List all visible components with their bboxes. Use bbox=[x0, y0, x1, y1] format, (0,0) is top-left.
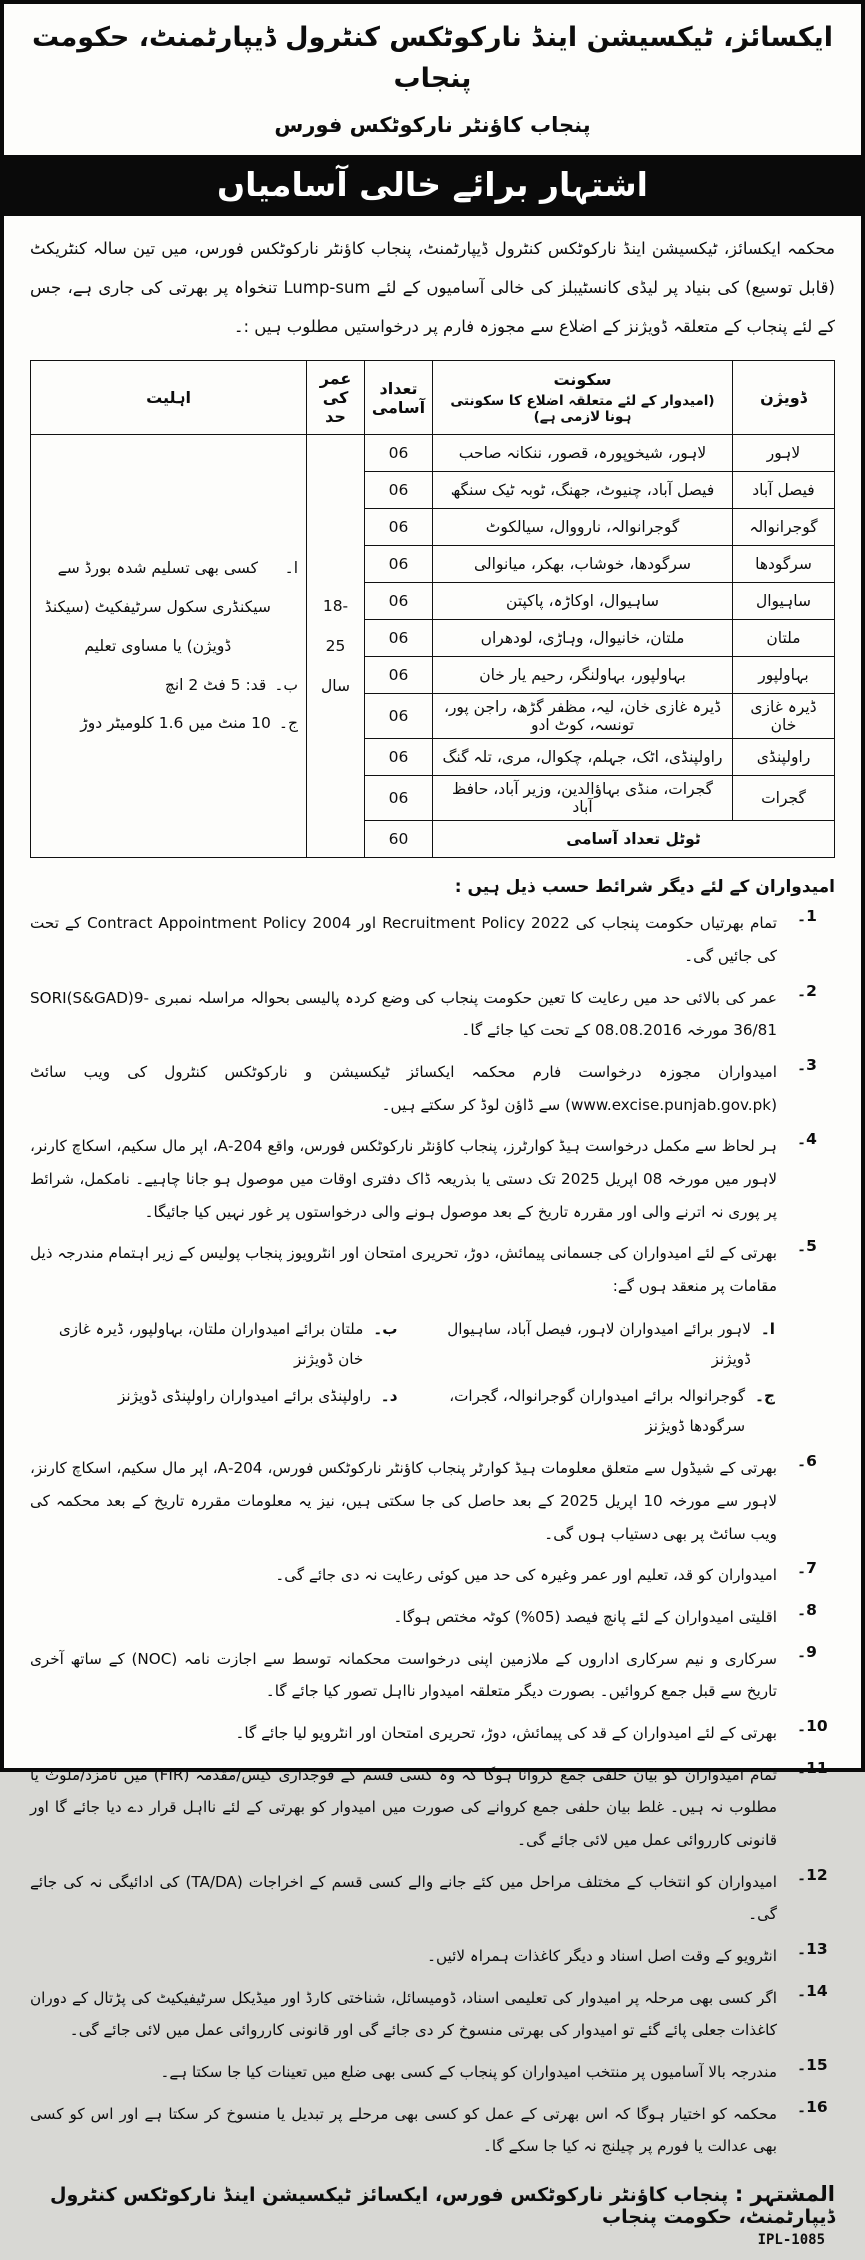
condition-text: اقلیتی امیدواران کے لئے پانچ فیصد (05%) کوٹہ مختص ہوگا۔ bbox=[393, 1608, 777, 1626]
condition-number: 15۔ bbox=[797, 2056, 828, 2075]
division-cell: ساہیوال bbox=[733, 583, 835, 620]
residence-cell: ڈیرہ غازی خان، لیہ، مظفر گڑھ، راجن پور، تونسہ، کوٹ ادو bbox=[433, 694, 733, 739]
condition-number: 9۔ bbox=[797, 1642, 817, 1661]
intro-paragraph: محکمہ ایکسائز، ٹیکسیشن اینڈ نارکوٹکس کنٹرول ڈیپارٹمنٹ، پنجاب کاؤنٹر نارکوٹکس فورس، میں تین سالہ کنٹریکٹ (قابل توسیع) کی بنیاد پر لیڈی کانسٹیبلز کی خالی آسامیوں کے لئے Lump-sum تنخواہ پر بھرتی کی جاری ہے، جس کے لئے پنجاب کے متعلقہ ڈویژنز کے اضلاع سے مجوزہ فارم پر درخواستیں مطلوب ہیں :۔ bbox=[30, 239, 835, 336]
eligibility-item bbox=[39, 704, 298, 743]
col-header-residence bbox=[433, 361, 733, 435]
condition-item bbox=[30, 1717, 835, 1750]
posts-cell: 06 bbox=[365, 472, 433, 509]
residence-header-label: سکونت bbox=[553, 370, 612, 390]
division-cell: گجرات bbox=[733, 776, 835, 821]
exam-venue-item bbox=[50, 1381, 398, 1442]
age-unit: سال bbox=[321, 677, 350, 696]
col-header-age: عمر کی حد bbox=[307, 361, 365, 435]
posts-cell: 06 bbox=[365, 776, 433, 821]
residence-cell: ملتان، خانیوال، وہاڑی، لودھراں bbox=[433, 620, 733, 657]
vacancy-table-wrap bbox=[4, 352, 861, 858]
posts-cell: 06 bbox=[365, 694, 433, 739]
condition-text: ہر لحاظ سے مکمل درخواست ہیڈ کوارٹرز، پنجاب کاؤنٹر نارکوٹکس فورس، واقع 204-A، اپر مال سکیم، اسکاچ کارنر، لاہور میں مورخہ 08 اپریل 2025 تک دستی یا بذریعہ ڈاک دفتری اوقات میں موصول ہو جانا چاہیے۔ نامکمل، شرائط پر پوری نہ اترنے والی اور مقررہ تاریخ کے بعد موصول ہونے والی درخواستوں پر غور نہیں کیا جائیگا۔ bbox=[30, 1137, 778, 1221]
condition-number: 7۔ bbox=[797, 1559, 817, 1578]
residence-header-note: (امیدوار کے لئے متعلقہ اضلاع کا سکونتی ہونا لازمی ہے) bbox=[450, 393, 715, 426]
exam-venue-item bbox=[428, 1381, 776, 1442]
force-title: پنجاب کاؤنٹر نارکوٹکس فورس bbox=[274, 113, 591, 137]
eligibility-marker: ج۔ bbox=[278, 714, 298, 733]
subitem-text: ملتان برائے امیدواران ملتان، بہاولپور، ڈیرہ غازی خان ڈویژنز bbox=[58, 1319, 364, 1369]
publisher-line bbox=[30, 2182, 835, 2228]
table-header-row bbox=[31, 361, 835, 435]
subitem-marker: ج۔ bbox=[755, 1386, 775, 1405]
condition-number: 12۔ bbox=[797, 1865, 828, 1884]
condition-item bbox=[30, 907, 835, 972]
exam-venue-item bbox=[428, 1314, 776, 1375]
subitem-text: گوجرانوالہ برائے امیدواران گوجرانوالہ، گجرات، سرگودھا ڈویژنز bbox=[449, 1386, 746, 1435]
department-title: ایکسائز، ٹیکسیشن اینڈ نارکوٹکس کنٹرول ڈیپارٹمنٹ، حکومت پنجاب bbox=[32, 22, 833, 94]
vacancy-banner: اشتہار برائے خالی آسامیاں bbox=[4, 155, 861, 216]
conditions-section bbox=[4, 858, 861, 2172]
residence-cell: سرگودھا، خوشاب، بھکر، میانوالی bbox=[433, 546, 733, 583]
eligibility-marker: ا۔ bbox=[284, 559, 298, 578]
condition-item bbox=[30, 982, 835, 1047]
eligibility-marker: ب۔ bbox=[274, 675, 298, 694]
table-row bbox=[31, 435, 835, 472]
condition-number: 10۔ bbox=[797, 1717, 828, 1736]
division-cell: سرگودھا bbox=[733, 546, 835, 583]
eligibility-text: کسی بھی تسلیم شدہ بورڈ سے سیکنڈری سکول سرٹیفکیٹ (سیکنڈ ڈویژن) یا مساوی تعلیم bbox=[44, 559, 271, 655]
condition-text: امیدواران کو انتخاب کے مختلف مراحل میں کئے جانے والے کسی قسم کے اخراجات (TA/DA) کی ادائیگی نہ کی جائے گی۔ bbox=[30, 1872, 777, 1924]
residence-cell: فیصل آباد، چنیوٹ، جھنگ، ٹوبہ ٹیک سنگھ bbox=[433, 472, 733, 509]
col-header-eligibility: اہلیت bbox=[31, 361, 307, 435]
division-cell: ملتان bbox=[733, 620, 835, 657]
residence-cell: گوجرانوالہ، نارووال، سیالکوٹ bbox=[433, 509, 733, 546]
residence-cell: بہاولپور، بہاولنگر، رحیم یار خان bbox=[433, 657, 733, 694]
condition-number: 6۔ bbox=[797, 1452, 817, 1471]
condition-text: بھرتی کے شیڈول سے متعلق معلومات ہیڈ کوارٹر پنجاب کاؤنٹر نارکوٹکس فورس، 204-A، اپر مال سکیم، اسکاچ کارنز، لاہور سے مورخہ 10 اپریل 2025 کے بعد حاصل کی جا سکتی ہیں، نیز یہ معلومات مقررہ تاریخ کے بعد محکمہ کی ویب سائٹ پر بھی دستیاب ہوں گی۔ bbox=[30, 1459, 777, 1543]
condition-text: سرکاری و نیم سرکاری اداروں کے ملازمین اپنی درخواست محکمانہ توسط سے اجازت نامہ (NOC) کے ساتھ آخری تاریخ سے قبل جمع کروائیں۔ بصورت دیگر متعلقہ امیدوار نااہل تصور کیا جائے گا۔ bbox=[30, 1649, 777, 1701]
residence-cell: گجرات، منڈی بہاؤالدین، وزیر آباد، حافظ آباد bbox=[433, 776, 733, 821]
ad-code: IPL-1085 bbox=[757, 2232, 825, 2249]
condition-item bbox=[30, 1056, 835, 1121]
residence-cell: ساہیوال، اوکاڑہ، پاکپتن bbox=[433, 583, 733, 620]
condition-number: 16۔ bbox=[797, 2097, 828, 2116]
condition-item bbox=[30, 1237, 835, 1302]
eligibility-item bbox=[39, 549, 298, 665]
residence-cell: لاہور، شیخوپورہ، قصور، ننکانہ صاحب bbox=[433, 435, 733, 472]
condition-text: تمام امیدواران کو بیان حلفی جمع کروانا ہوگا کہ وہ کسی قسم کے فوجداری کیس/مقدمہ (FIR) میں نامزد/ملوث یا مطلوب نہ ہیں۔ غلط بیان حلفی جمع کروانے کی صورت میں امیدوار کو بھرتی کے لئے نااہل قرار دے دیا جائے گا اور قانونی کارروائی عمل میں لائی جائے گی۔ bbox=[30, 1765, 777, 1850]
publisher-text: پنجاب کاؤنٹر نارکوٹکس فورس، ایکسائز ٹیکسیشن اینڈ نارکوٹکس کنٹرول ڈیپارٹمنٹ، حکومت پنجاب bbox=[49, 2184, 835, 2229]
subitem-text: لاہور برائے امیدواران لاہور، فیصل آباد، ساہیوال ڈویژنز bbox=[447, 1319, 751, 1369]
condition-item bbox=[30, 1866, 835, 1931]
publisher-label: المشتہر : bbox=[734, 2182, 835, 2207]
total-label: ٹوٹل تعداد آسامی bbox=[433, 821, 835, 858]
condition-text: امیدواران مجوزہ درخواست فارم محکمہ ایکسائز ٹیکسیشن و نارکوٹکس کنٹرول کی ویب سائٹ (www.excise.punjab.gov.pk) سے ڈاؤن لوڈ کر سکتے ہیں۔ bbox=[30, 1062, 777, 1114]
subitem-marker: ا۔ bbox=[760, 1319, 775, 1338]
condition-number: 3۔ bbox=[797, 1055, 817, 1074]
condition-number: 5۔ bbox=[797, 1237, 817, 1256]
condition-number: 13۔ bbox=[797, 1940, 828, 1959]
eligibility-cell bbox=[31, 435, 307, 858]
age-limit-cell bbox=[307, 435, 365, 858]
col-header-posts: تعداد آسامی bbox=[365, 361, 433, 435]
division-cell: بہاولپور bbox=[733, 657, 835, 694]
condition-text: اگر کسی بھی مرحلہ پر امیدوار کی تعلیمی اسناد، ڈومیسائل، شناختی کارڈ اور میڈیکل سرٹیفیکیٹ کی پڑتال کے دوران کاغذات جعلی پائے گئے تو امیدوار کی بھرتی منسوخ کر دی جائے گی اور قانونی کارروائی عمل میں لائی جائے گی۔ bbox=[30, 1988, 777, 2040]
posts-cell: 06 bbox=[365, 657, 433, 694]
posts-cell: 06 bbox=[365, 509, 433, 546]
division-cell: راولپنڈی bbox=[733, 739, 835, 776]
posts-cell: 06 bbox=[365, 739, 433, 776]
condition-item bbox=[30, 1452, 835, 1550]
age-range: 18-25 bbox=[322, 596, 349, 656]
condition-number: 14۔ bbox=[797, 1981, 828, 2000]
condition-text: بھرتی کے لئے امیدواران کے قد کی پیمائش، دوڑ، تحریری امتحان اور انٹرویو لیا جائے گا۔ bbox=[235, 1724, 777, 1743]
condition-text: محکمہ کو اختیار ہوگا کہ اس بھرتی کے عمل کو کسی بھی مرحلے پر تبدیل یا منسوخ کر سکتا ہے اور اس کو کسی بھی عدالت یا فورم پر چیلنج نہ کیا جا سکے گا۔ bbox=[30, 2104, 777, 2156]
subitem-marker: ب۔ bbox=[373, 1319, 398, 1338]
division-cell: لاہور bbox=[733, 435, 835, 472]
posts-cell: 06 bbox=[365, 435, 433, 472]
condition-number: 1۔ bbox=[797, 907, 817, 926]
subitem-marker: د۔ bbox=[380, 1386, 398, 1405]
condition-item bbox=[30, 2056, 835, 2089]
conditions-intro: امیدواران کے لئے دیگر شرائط حسب ذیل ہیں : bbox=[454, 877, 835, 898]
condition-number: 2۔ bbox=[797, 981, 817, 1000]
eligibility-item bbox=[39, 666, 298, 705]
subitem-text: راولپنڈی برائے امیدواران راولپنڈی ڈویژنز bbox=[117, 1386, 371, 1405]
condition-item bbox=[30, 2098, 835, 2163]
eligibility-text: 10 منٹ میں 1.6 کلومیٹر دوڑ bbox=[80, 714, 271, 733]
condition-item bbox=[30, 1130, 835, 1228]
condition-number: 11۔ bbox=[797, 1758, 828, 1777]
condition-text: بھرتی کے لئے امیدواران کی جسمانی پیمائش، دوڑ، تحریری امتحان اور انٹرویوز پنجاب پولیس کے زیر اہتمام مندرجہ ذیل مقامات پر منعقد ہوں گے: bbox=[30, 1244, 777, 1296]
posts-cell: 06 bbox=[365, 620, 433, 657]
condition-text: مندرجہ بالا آسامیوں پر منتخب امیدواران کو پنجاب کے کسی بھی ضلع میں تعینات کیا جا سکتا ہے۔ bbox=[160, 2063, 777, 2082]
division-cell: گوجرانوالہ bbox=[733, 509, 835, 546]
condition-text: تمام بھرتیاں حکومت پنجاب کی Recruitment Policy 2022 اور Contract Appointment Policy 2004 کے تحت کی جائیں گی۔ bbox=[30, 914, 777, 965]
vacancy-table bbox=[30, 360, 835, 858]
exam-venue-item bbox=[50, 1314, 398, 1375]
residence-cell: راولپنڈی، اٹک، جہلم، چکوال، مری، تلہ گنگ bbox=[433, 739, 733, 776]
condition-item bbox=[30, 1759, 835, 1857]
condition-text: انٹرویو کے وقت اصل اسناد و دیگر کاغذات ہمراہ لائیں۔ bbox=[427, 1947, 777, 1966]
condition-item bbox=[30, 1559, 835, 1592]
condition-item bbox=[30, 1940, 835, 1973]
condition-text: عمر کی بالائی حد میں رعایت کا تعین حکومت پنجاب کی وضع کردہ پالیسی بحوالہ مراسلہ نمبری SORI(S&GAD)9-36/81 مورخہ 08.08.2016 کے تحت کیا جائے گا۔ bbox=[30, 988, 777, 1040]
masthead bbox=[4, 4, 861, 145]
condition-number: 4۔ bbox=[797, 1130, 817, 1149]
division-cell: ڈیرہ غازی خان bbox=[733, 694, 835, 739]
eligibility-text: قد: 5 فٹ 2 انچ bbox=[164, 675, 267, 694]
condition-5-subitems bbox=[30, 1312, 835, 1444]
condition-item bbox=[30, 1643, 835, 1708]
condition-item bbox=[30, 1601, 835, 1634]
posts-cell: 06 bbox=[365, 583, 433, 620]
footer bbox=[4, 2172, 861, 2260]
posts-cell: 06 bbox=[365, 546, 433, 583]
condition-item bbox=[30, 1982, 835, 2047]
total-value: 60 bbox=[365, 821, 433, 858]
condition-number: 8۔ bbox=[797, 1601, 817, 1619]
condition-text: امیدواران کو قد، تعلیم اور عمر وغیرہ کی حد میں کوئی رعایت نہ دی جائے گی۔ bbox=[275, 1566, 777, 1585]
col-header-division: ڈویژن bbox=[733, 361, 835, 435]
division-cell: فیصل آباد bbox=[733, 472, 835, 509]
